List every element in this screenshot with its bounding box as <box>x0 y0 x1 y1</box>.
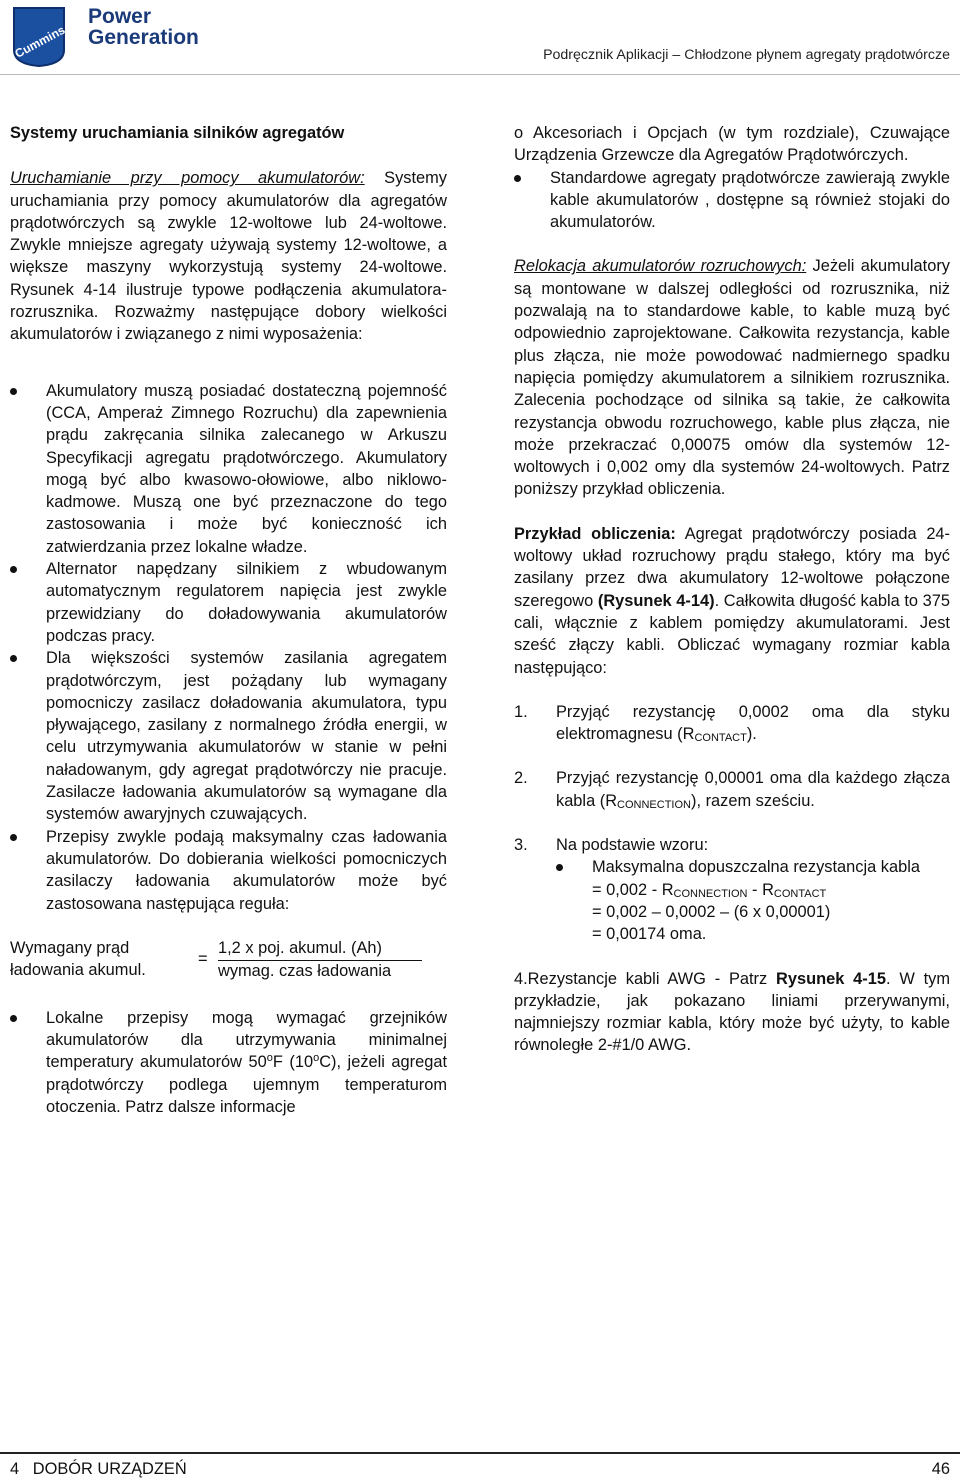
doc-title: Podręcznik Aplikacji – Chłodzone płynem agregaty prądotwórcze <box>543 47 950 63</box>
page-number: 46 <box>931 1460 950 1478</box>
right-column <box>514 122 950 1057</box>
awg-paragraph: 4.Rezystancje kabli AWG - Patrz Rysunek 4-15. W tym przykładzie, jak pokazano liniami przerywanymi, najmniejszy rozmiar kabla, który może być użyty, to kable równoległe 2-#1/0 AWG. <box>514 969 950 1055</box>
formula-lhs-line1: Wymagany prąd <box>10 938 130 957</box>
bullet-icon <box>556 864 563 871</box>
list-item: Standardowe agregaty prądotwórcze zawierają zwykle kable akumulatorów , dostępne są również stojaki do akumulatorów. <box>514 167 950 234</box>
bullet-icon <box>10 388 17 395</box>
paragraph-body: Systemy uruchamiania przy pomocy akumulatorów dla agregatów prądotwórczych są zwykle 12-woltowe lub 24-woltowe. Zwykle mniejsze agregaty używają systemy 12-woltowe, a większe maszyny wykorzystują systemy 24-woltowe. Rysunek 4-14 ilustruje typowe podłączenia akumulatora-rozrusznika. Rozważmy następujące dobory wielkości akumulatorów i związanego z nimi wyposażenia: <box>10 169 447 344</box>
list-item: 1. Przyjąć rezystancję 0,0002 oma dla styku elektromagnesu $(R_{CONTACT})$. <box>514 702 950 745</box>
battery-starting-paragraph <box>10 167 447 345</box>
list-item: Dla większości systemów zasilania agregatem prądotwórczym, jest pożądany lub wymagany pomocniczy zasilacz doładowania akumulatora, typu pływającego, zasilany z normalnego źródła energii, w celu utrzymywania akumulatorów w stanie w pełni naładowanym, gdy agregat prądotwórczy nie pracuje. Zasilacze ładowania akumulatorów są wymagane dla systemów awaryjnych czuwających. <box>10 647 447 825</box>
paragraph-lead: Relokacja akumulatorów rozruchowych: <box>514 257 807 276</box>
brand-line1: Power <box>88 5 152 28</box>
list-item: Przepisy zwykle podają maksymalny czas ładowania akumulatorów. Do dobierania wielkości pomocniczych zasilaczy ładowania akumulatorów może być zastosowana następująca reguła: <box>10 826 447 915</box>
requirements-list <box>10 380 447 915</box>
list-item: 2. Przyjąć rezystancję 0,00001 oma dla każdego złącza kabla $(R_{CONNECTION})$, razem sześciu. <box>514 769 950 811</box>
page-header <box>0 0 960 76</box>
calculation-steps <box>514 701 950 946</box>
bullet-icon <box>10 655 17 662</box>
section-title: Systemy uruchamiania silników agregatów <box>10 124 345 142</box>
list-item: Maksymalna dopuszczalna rezystancja kabla = $0,002 - R_{CONNECTION} - R_{CONTACT}$ = 0,002 – 0,0002 – (6 x 0,00001) = 0,00174 oma. <box>556 856 950 945</box>
list-item: o Akcesoriach i Opcjach (w tym rozdziale), Czuwające Urządzenia Grzewcze dla Agregatów Prądotwórczych. <box>514 124 950 165</box>
charging-current-formula <box>10 937 447 985</box>
formula-denominator: wymag. czas ładowania <box>218 961 392 980</box>
left-column <box>10 122 447 1118</box>
paragraph-lead: Przykład obliczenia: <box>514 524 676 543</box>
formula-lhs-line2: ładowania akumul. <box>10 960 146 979</box>
svg-text:Cummins: Cummins <box>12 22 68 61</box>
continued-list <box>514 122 950 233</box>
header-divider <box>0 74 960 75</box>
heater-list <box>10 1007 447 1118</box>
formula-numerator: 1,2 x poj. akumul. (Ah) <box>218 937 422 961</box>
paragraph-lead: Uruchamianie przy pomocy akumulatorów: <box>10 169 365 188</box>
bullet-icon <box>10 1015 17 1022</box>
cummins-logo <box>8 6 70 68</box>
relocation-paragraph <box>514 255 950 500</box>
list-item: Akumulatory muszą posiadać dostateczną pojemność (CCA, Amperaż Zimnego Rozruchu) dla zapewnienia prądu zakręcania silnika zalecanego w Arkuszu Specyfikacji agregatu prądotwórczego. Akumulatory mogą być albo kwasowo-ołowiowe, albo niklowo-kadmowe. Muszą one być przeznaczone do tego zastosowania i może być konieczność ich zatwierdzania przez lokalne władze. <box>10 380 447 558</box>
bullet-icon <box>514 175 521 182</box>
calculation-example-paragraph: Przykład obliczenia: Agregat prądotwórczy posiada 24-woltowy układ rozruchowy prądu stałego, który ma być zasilany przez dwa akumulatory 12-woltowe połączone szeregowo (Rysunek 4-14). Całkowita długość kabla to 375 cali, włącznie z kablem pomiędzy akumulatorami. Jest sześć złączy kabli. Obliczać wymagany rozmiar kabla następująco: <box>514 524 951 677</box>
paragraph-body: Jeżeli akumulatory są montowane w dalszej odległości od rozrusznika, niż pozwalają na to standardowe kable, to kable muzą być odpowiednio zaprojektowane. Całkowita rezystancja, kable plus złącza, nie może powodować nadmiernego spadku napięcia pomiędzy akumulatorem a silnikiem rozrusznika. Zalecenia pochodzące od silnika są takie, że całkowita rezystancja obwodu rozruchowego, kable plus złącza, nie może przekraczać 0,00075 omów dla systemów 12-woltowych i 0,002 omy dla systemów 24-woltowych. Patrz poniższy przykład obliczenia. <box>514 257 950 499</box>
formula-equals: = <box>198 949 208 968</box>
calc-line-2: = 0,002 – 0,0002 – (6 x 0,00001) <box>592 902 831 921</box>
list-item: Alternator napędzany silnikiem z wbudowanym automatycznym regulatorem napięcia jest zwykle przewidziany do doładowywania akumulatorów podczas pracy. <box>10 558 447 647</box>
formula-sub-list <box>556 856 950 945</box>
calc-line-1: = $0,002 - R_{CONNECTION} - R_{CONTACT}$ <box>592 880 827 900</box>
bullet-icon <box>10 834 17 841</box>
footer-chapter: 4 DOBÓR URZĄDZEŃ <box>10 1460 187 1478</box>
list-item: Lokalne przepisy mogą wymagać grzejników akumulatorów dla utrzymywania minimalnej temperatury akumulatorów 50$^o$F (10$^o$C), jeżeli agregat prądotwórczy podlega ujemnym temperaturom otoczenia. Patrz dalsze informacje <box>10 1007 447 1118</box>
brand-name <box>88 6 199 48</box>
brand-line2: Generation <box>88 26 199 49</box>
list-item: 3. Na podstawie wzoru: Maksymalna dopuszczalna rezystancja kabla = $0,002 - R_{CONNECTION} - R_{CONTACT}$ = 0,002 – 0,0002 – (6 x 0,00001) = 0,00174 oma. <box>514 834 950 945</box>
calc-line-3: = 0,00174 oma. <box>592 925 707 944</box>
bullet-icon <box>10 566 17 573</box>
footer-divider <box>0 1452 960 1454</box>
